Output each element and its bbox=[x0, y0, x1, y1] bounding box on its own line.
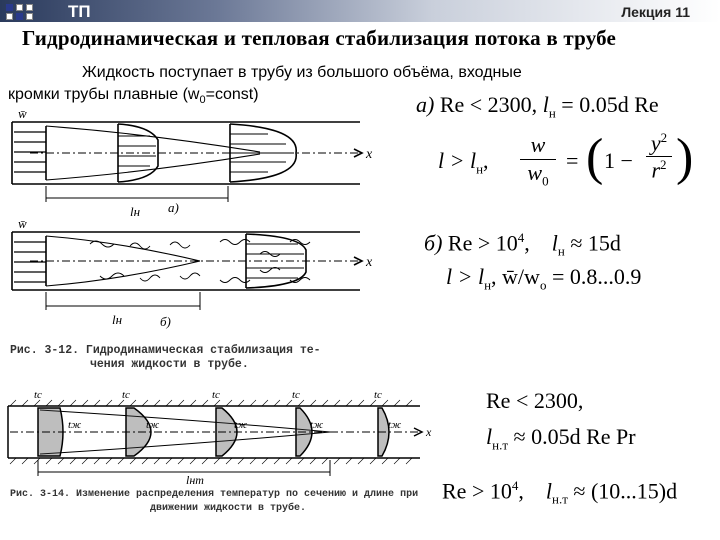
tzh-label-1: tж bbox=[68, 419, 82, 431]
fig-label-a: а) bbox=[168, 200, 179, 215]
decor-square-icon bbox=[6, 4, 13, 11]
slide-title: Гидродинамическая и тепловая стабилизация потока в трубе bbox=[22, 26, 617, 50]
figure2-caption-2: движении жидкости в трубе. bbox=[150, 503, 307, 514]
tc-label-5: tс bbox=[374, 389, 382, 401]
x-label-t: x bbox=[426, 425, 432, 439]
intro-line-1: Жидкость поступает в трубу из большого объёма, входные bbox=[82, 64, 522, 81]
tc-label-1: tс bbox=[34, 389, 42, 401]
thermal-layer-bottom bbox=[40, 432, 330, 454]
figure-hydrodynamic bbox=[0, 104, 400, 336]
decor-square-icon bbox=[16, 4, 23, 11]
formula-a-paren-left: ( bbox=[586, 129, 604, 186]
formula-thermal-laminar: $l_{н.т} \approx 0.05d$ Re Pr bbox=[486, 424, 636, 453]
inlet-arrows-a bbox=[14, 132, 46, 172]
formula-a-fraction: w $w_0$ bbox=[520, 132, 556, 189]
w-label-b: w̄ bbox=[18, 216, 27, 231]
lecture-label: Лекция 11 bbox=[621, 4, 690, 20]
figure1-caption-2: чения жидкости в трубе. bbox=[90, 358, 249, 371]
formula-a-equals: = bbox=[566, 148, 579, 173]
formula-a-yr-fraction: $y^2$ $r^2$ bbox=[646, 130, 672, 184]
boundary-layer-bottom-b bbox=[46, 261, 200, 286]
course-label: ТП bbox=[68, 2, 91, 21]
decor-square-icon bbox=[26, 4, 33, 11]
tc-label-3: tс bbox=[212, 389, 220, 401]
tc-label-4: tс bbox=[292, 389, 300, 401]
formula-a-one: 1 − bbox=[604, 148, 633, 173]
ln-label-b: lн bbox=[112, 312, 123, 327]
formula-thermal-condition: Re < 2300, bbox=[486, 388, 584, 413]
tzh-label-5: tж bbox=[388, 419, 402, 431]
formula-thermal-turbulent: $Re > 10^4$, $l_{н.т} \approx (10...15)d$ bbox=[442, 478, 678, 507]
fig-label-b: б) bbox=[160, 314, 171, 329]
formula-b-condition: б) $Re > 10^4$, $l_н \approx 15d$ bbox=[424, 230, 621, 259]
w-label-a: w̄ bbox=[18, 106, 27, 121]
decor-square-icon bbox=[26, 13, 33, 20]
tzh-label-2: tж bbox=[146, 419, 160, 431]
figure1-caption-1: Рис. 3-12. Гидродинамическая стабилизация те- bbox=[10, 344, 321, 357]
header-bar bbox=[0, 0, 720, 22]
thermal-layer-top bbox=[40, 410, 330, 432]
x-label-b: x bbox=[366, 255, 373, 270]
profile-arrows-mid-a bbox=[118, 136, 156, 166]
tc-label-2: tс bbox=[122, 389, 130, 401]
boundary-layer-bottom-a bbox=[46, 154, 260, 180]
boundary-layer-top-b bbox=[46, 236, 200, 261]
intro-line-2: кромки трубы плавные $(w_0=const)$ bbox=[8, 86, 259, 107]
formula-a-condition: а) Re < 2300, $l_н = 0.05d$ Re bbox=[416, 92, 659, 121]
decor-square-icon bbox=[6, 13, 13, 20]
ln-label-a: lн bbox=[130, 204, 141, 219]
tzh-label-3: tж bbox=[234, 419, 248, 431]
formula-a-range: $l > l_н$, bbox=[438, 148, 489, 177]
formula-a-paren-right: ) bbox=[676, 129, 694, 186]
tzh-label-4: tж bbox=[310, 419, 324, 431]
x-label-a: x bbox=[366, 147, 373, 162]
boundary-layer-top-a bbox=[46, 126, 260, 152]
formula-b-range: $l > l_н$, $w̄/w_o = 0.8...0.9$ bbox=[446, 264, 642, 293]
inlet-arrows-b bbox=[14, 242, 46, 282]
decor-square-icon bbox=[16, 13, 23, 20]
lnt-label: lнт bbox=[186, 473, 204, 486]
figure2-caption-1: Рис. 3-14. Изменение распределения температур по сечению и длине при bbox=[10, 489, 419, 500]
figure-thermal bbox=[0, 386, 440, 486]
